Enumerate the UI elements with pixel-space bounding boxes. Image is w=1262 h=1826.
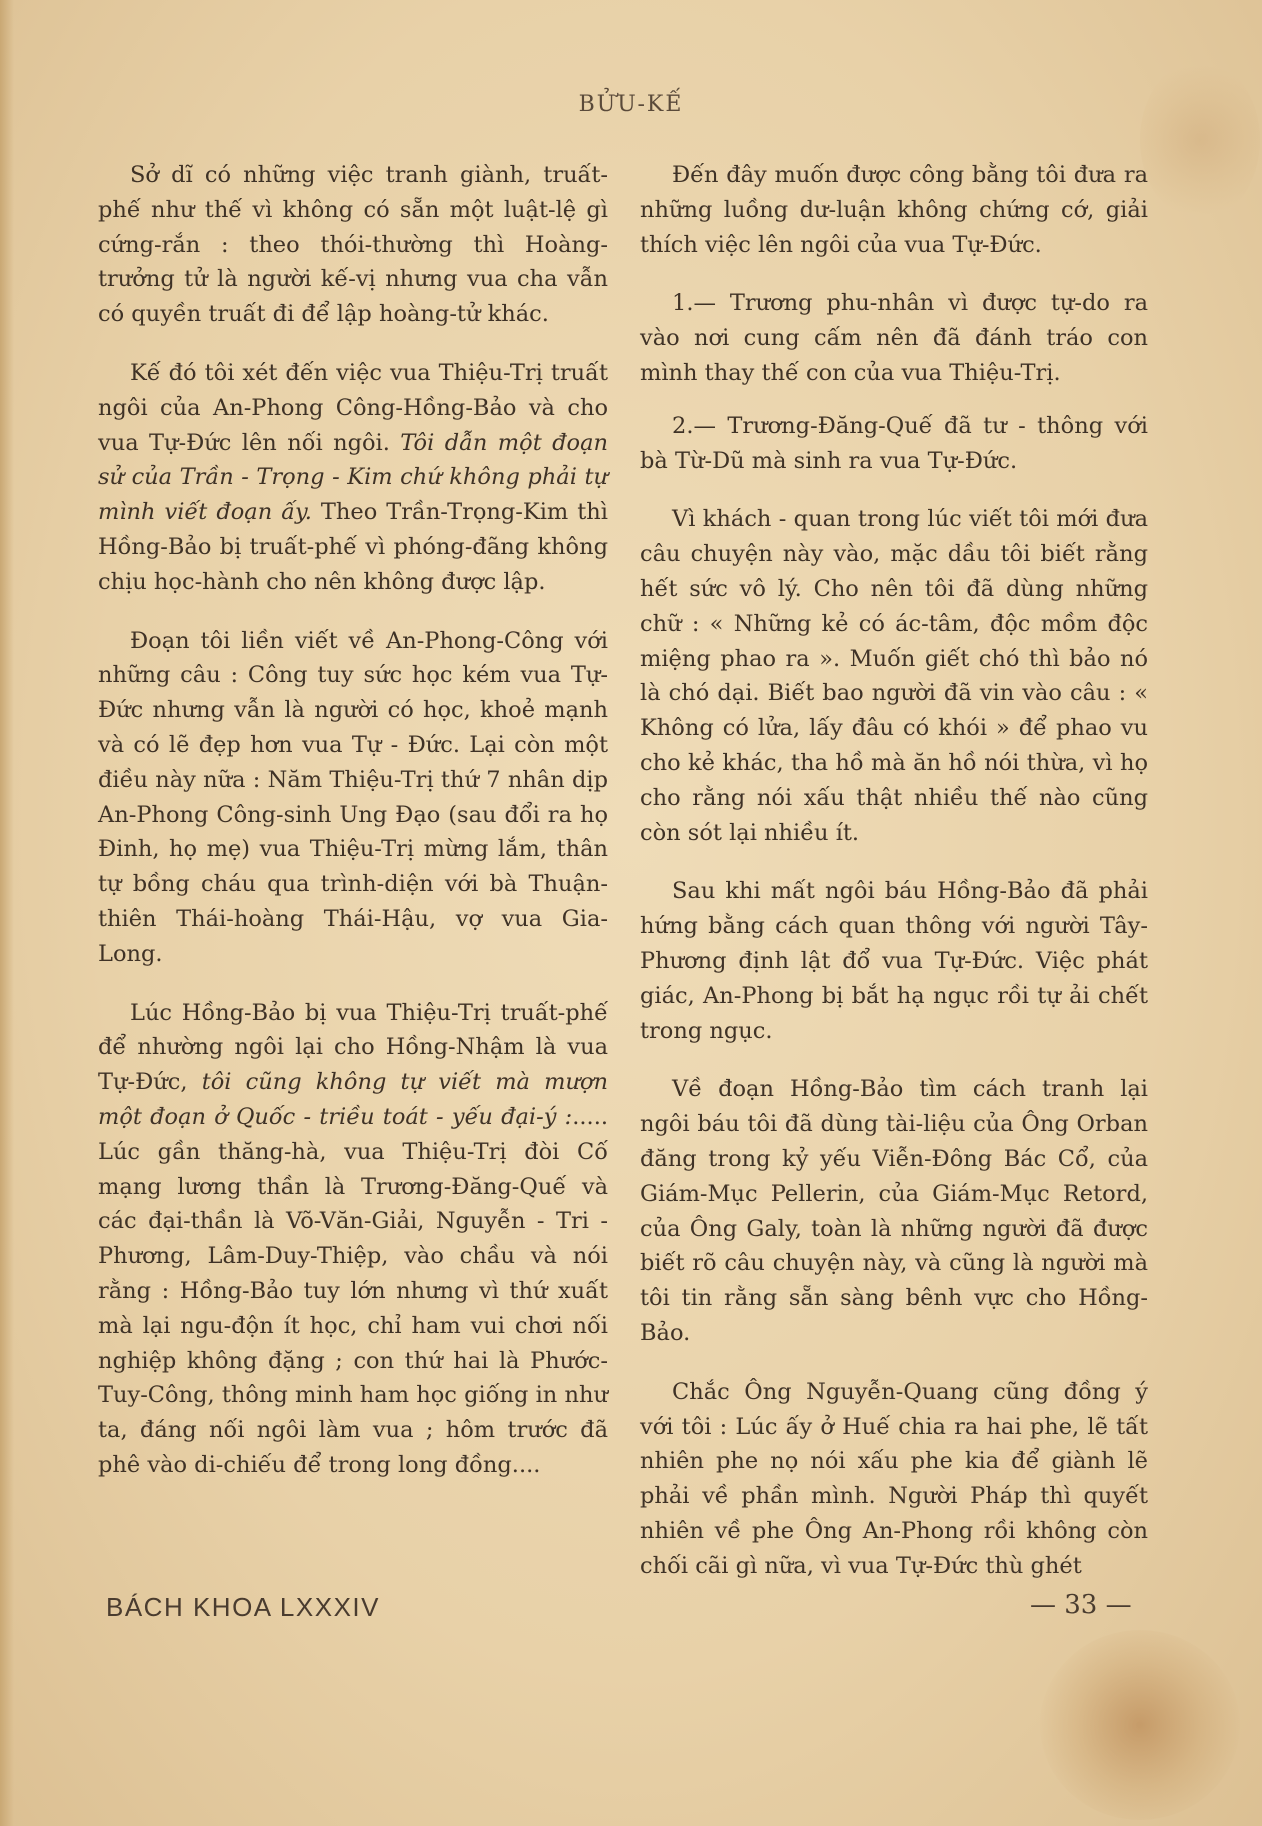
italic-quote: Tôi dẫn một đoạn sử của Trần - Trọng - Kim chứ không phải tự mình viết đoạn ấy.: [98, 429, 609, 526]
page-edge-shadow: [0, 0, 14, 1826]
left-column: [98, 158, 608, 1507]
paragraph: Chắc Ông Nguyễn-Quang cũng đồng ý với tôi : Lúc ấy ở Huế chia ra hai phe, lẽ tất nhiên phe nọ nói xấu phe kia để giành lẽ phải về phần mình. Người Pháp thì quyết nhiên về phe Ông An-Phong rồi không còn chối cãi gì nữa, vì vua Tự-Đức thù ghét: [640, 1378, 1148, 1579]
paragraph: Vì khách - quan trong lúc viết tôi mới đưa câu chuyện này vào, mặc dầu tôi biết rằng hết sức vô lý. Cho nên tôi đã dùng những chữ : « Những kẻ có ác-tâm, độc mồm độc miệng phao ra ». Muốn giết chó thì bảo nó là chó dại. Biết bao người đã vin vào câu : « Không có lửa, lấy đâu có khói » để phao vu cho kẻ khác, tha hồ mà ăn hồ nói thừa, vì họ cho rằng nói xấu thật nhiều thế nào cũng còn sót lại nhiều ít.: [640, 506, 1148, 846]
paragraph-text: Theo Trần-Trọng-Kim thì Hồng-Bảo bị truất-phế vì phóng-đãng không chịu học-hành cho nên không được lập.: [98, 499, 608, 595]
paragraph: Về đoạn Hồng-Bảo tìm cách tranh lại ngôi báu tôi đã dùng tài-liệu của Ông Orban đăng trong kỷ yếu Viễn-Đông Bác Cổ, của Giám-Mục Pellerin, của Giám-Mục Retord, của Ông Galy, toàn là những người đã được biết rõ câu chuyện này, và cũng là người mà tôi tin rằng sẵn sàng bênh vực cho Hồng-Bảo.: [640, 1076, 1148, 1346]
numbered-item: 1.— Trương phu-nhân vì được tự-do ra vào nơi cung cấm nên đã đánh tráo con mình thay thế con của vua Thiệu-Trị.: [640, 290, 1148, 386]
paragraph: [98, 356, 608, 600]
page-number: — 33 —: [1030, 1590, 1132, 1620]
paragraph: [98, 996, 608, 1483]
numbered-item: 2.— Trương-Đăng-Quế đã tư - thông với bà Từ-Dũ mà sinh ra vua Tự-Đức.: [640, 412, 1148, 474]
stain-bottom-right: [1040, 1630, 1240, 1820]
italic-quote: tôi cũng không tự viết mà mượn một đoạn ở Quốc - triều toát - yếu đại-ý :: [98, 1069, 608, 1130]
paragraph: Sở dĩ có những việc tranh giành, truất-phế như thế vì không có sẵn một luật-lệ gì cứng-rắn : theo thói-thường thì Hoàng-trưởng tử là người kế-vị nhưng vua cha vẫn có quyền truất đi để lập hoàng-tử khác.: [98, 162, 608, 328]
paragraph: Sau khi mất ngôi báu Hồng-Bảo đã phải hứng bằng cách quan thông với người Tây-Phương định lật đổ vua Tự-Đức. Việc phát giác, An-Phong bị bắt hạ ngục rồi tự ải chết trong ngục.: [640, 878, 1148, 1044]
paragraph-text: ..... Lúc gần thăng-hà, vua Thiệu-Trị đòi Cố mạng lương thần là Trương-Đăng-Quế và các đại-thần là Võ-Văn-Giải, Nguyễn - Tri - Phương, Lâm-Duy-Thiệp, vào chầu và nói rằng : Hồng-Bảo tuy lớn nhưng vì thứ xuất mà lại ngu-độn ít học, chỉ ham vui chơi nối nghiệp không đặng ; con thứ hai là Phước-Tuy-Công, thông minh ham học giống in như ta, đáng nối ngôi làm vua ; hôm trước đã phê vào di-chiếu để trong long đồng....: [98, 1103, 608, 1478]
running-header: BỬU-KẾ: [578, 92, 684, 117]
paragraph: Đoạn tôi liền viết về An-Phong-Công với những câu : Công tuy sức học kém vua Tự-Đức nhưng vẫn là người có học, khoẻ mạnh và có lẽ đẹp hơn vua Tự - Đức. Lại còn một điều này nữa : Năm Thiệu-Trị thứ 7 nhân dịp An-Phong Công-sinh Ung Đạo (sau đổi ra họ Đinh, họ mẹ) vua Thiệu-Trị mừng lắm, thân tự bồng cháu qua trình-diện với bà Thuận-thiên Thái-hoàng Thái-Hậu, vợ vua Gia-Long.: [98, 627, 608, 967]
paragraph: Đến đây muốn được công bằng tôi đưa ra những luồng dư-luận không chứng cớ, giải thích việc lên ngôi của vua Tự-Đức.: [640, 162, 1148, 258]
magazine-footer: BÁCH KHOA LXXXIV: [106, 1592, 380, 1622]
stain-top-right: [1140, 60, 1260, 220]
right-column: [640, 158, 1148, 1607]
paragraph-text: Lúc Hồng-Bảo bị vua Thiệu-Trị truất-phế để nhường ngôi lại cho Hồng-Nhậm là vua Tự-Đức,: [98, 999, 608, 1096]
paragraph-text: Kế đó tôi xét đến việc vua Thiệu-Trị truất ngôi của An-Phong Công-Hồng-Bảo và cho vua Tự-Đức lên nối ngôi.: [98, 359, 608, 456]
